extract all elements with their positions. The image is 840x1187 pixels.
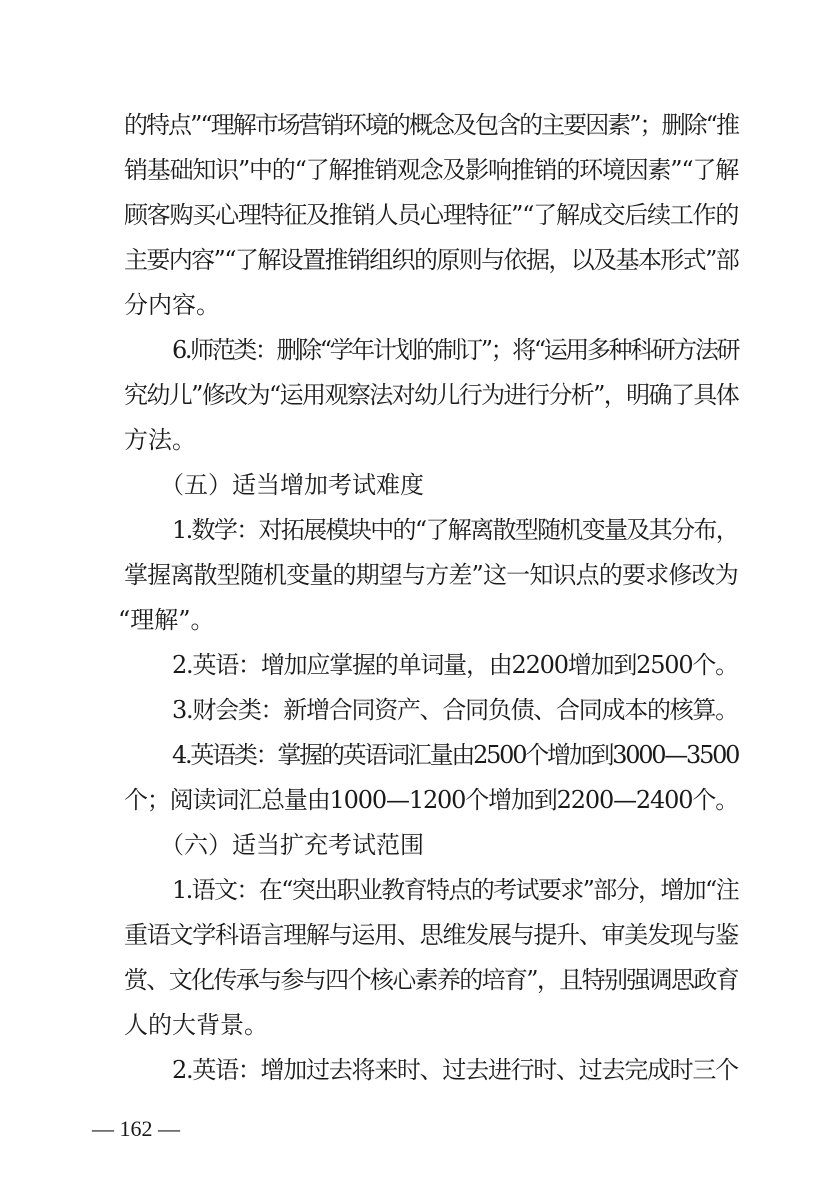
line-text: 分内容。	[124, 291, 220, 319]
line-text: 方法。	[124, 426, 196, 454]
line-text: 3.财会类：新增合同资产、合同负债、合同成本的核算。	[172, 696, 738, 724]
page-number: — 162 —	[92, 1116, 180, 1141]
line-text: 2.英语：增加应掌握的单词量，由2200增加到2500个。	[172, 651, 738, 679]
line-text: 究幼儿”修改为“运用观察法对幼儿行为进行分析”，明确了具体	[124, 381, 739, 409]
line-text: 掌握离散型随机变量的期望与方差”这一知识点的要求修改为	[124, 561, 738, 589]
line-text: 顾客购买心理特征及推销人员心理特征”“了解成交后续工作的	[124, 201, 739, 229]
line-text: 重语文学科语言理解与运用、思维发展与提升、审美发现与鉴	[124, 921, 738, 949]
line-text: 的特点”“理解市场营销环境的概念及包含的主要因素”；删除“推	[124, 111, 738, 139]
line-text: 主要内容”“了解设置推销组织的原则与依据，以及基本形式”部	[124, 246, 739, 274]
line-text: （六）适当扩充考试范围	[160, 831, 424, 859]
line-text: 销基础知识”中的“了解推销观念及影响推销的环境因素”“了解	[124, 156, 738, 184]
line-text: 人的大背景。	[124, 1011, 268, 1039]
line-text: （五）适当增加考试难度	[160, 471, 424, 499]
line-text: 6.师范类：删除“学年计划的制订”；将“运用多种科研方法研	[172, 336, 739, 364]
line-text: 2.英语：增加过去将来时、过去进行时、过去完成时三个	[172, 1056, 738, 1084]
line-text: 1.语文：在“突出职业教育特点的考试要求”部分，增加“注	[172, 876, 739, 904]
line-text: 1.数学：对拓展模块中的“了解离散型随机变量及其分布，	[172, 516, 739, 544]
line-text: “理解”。	[118, 606, 215, 634]
line-text: 赏、文化传承与参与四个核心素养的培育”，且特别强调思政育	[124, 966, 739, 994]
line-text: 4.英语类：掌握的英语词汇量由2500个增加到3000—3500	[172, 741, 739, 769]
line-text: 个；阅读词汇总量由1000—1200个增加到2200—2400个。	[124, 786, 739, 814]
